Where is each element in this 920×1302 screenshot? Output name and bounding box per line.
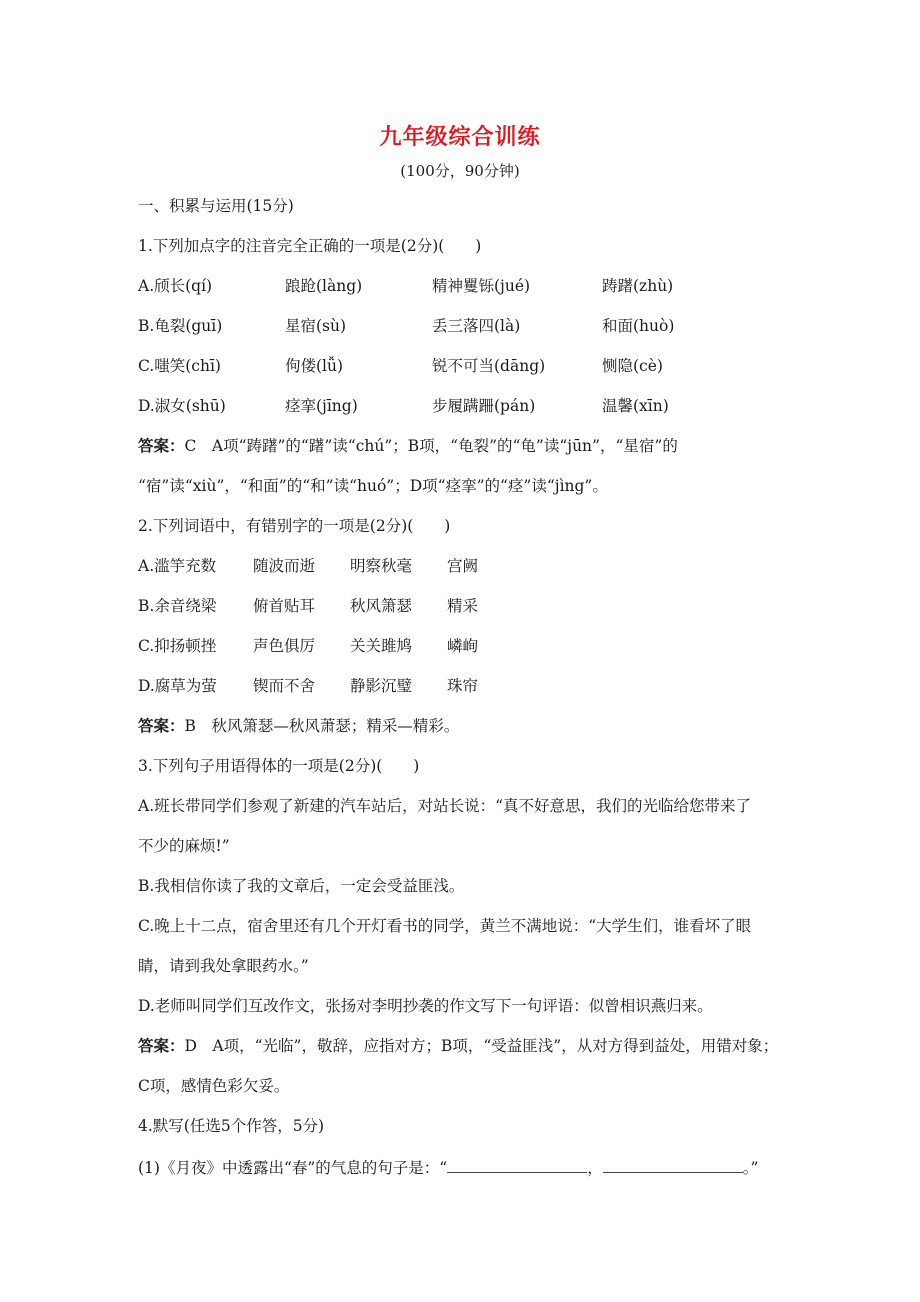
option-cell: 佝偻(lǚ) [285,357,344,375]
option-cell: 宫阙 [447,557,479,575]
option-cell: A.颀长(qí) [138,277,213,295]
option-cell: 珠帘 [447,677,479,695]
option-cell: 锐不可当(dāng) [432,357,546,375]
q2-option-row-c [138,635,638,657]
q2-option-row-b [138,595,638,617]
option-cell: 嶙峋 [447,637,479,655]
q4-fill-blank-1 [138,1157,758,1179]
option-cell: A.滥竽充数 [138,557,217,575]
option-cell: 关关雎鸠 [350,637,413,655]
answer-blank[interactable] [447,1158,587,1173]
q1-answer [138,435,678,457]
answer-label: 答案： [138,1036,185,1055]
option-cell: 声色俱厉 [253,637,316,655]
option-cell: 温馨(xīn) [602,397,669,415]
q1-option-row-b [138,315,838,337]
q3-option-a: A.班长带同学们参观了新建的汽车站后，对站长说：“真不好意思，我们的光临给您带来了 [138,797,752,815]
option-cell: 锲而不舍 [253,677,316,695]
option-cell: 星宿(sù) [285,317,347,335]
question-2-stem: 2.下列词语中，有错别字的一项是(2分)( ) [138,517,451,535]
q1-answer-continued: “宿”读“xiù”，“和面”的“和”读“huó”；D项“痉挛”的“痉”读“jìng”。 [138,477,608,495]
answer-text: B 秋风箫瑟—秋风萧瑟；精采—精彩。 [184,717,460,735]
option-cell: 踉跄(làng) [285,277,363,295]
q3-option-c: C.晚上十二点，宿舍里还有几个开灯看书的同学，黄兰不满地说：“大学生们，谁看坏了眼 [138,917,752,935]
question-3-stem: 3.下列句子用语得体的一项是(2分)( ) [138,757,420,775]
q3-option-a-continued: 不少的麻烦!” [138,837,230,855]
q2-option-row-a [138,555,638,577]
option-cell: D.淑女(shū) [138,397,226,415]
answer-text: D A项，“光临”，敬辞，应指对方；B项，“受益匪浅”，从对方得到益处，用错对象； [184,1037,779,1055]
option-cell: 步履蹒跚(pán) [432,397,536,415]
closing-text: 。” [742,1159,759,1177]
option-cell: 丢三落四(là) [432,317,521,335]
page-title: 九年级综合训练 [379,124,541,150]
option-cell: 静影沉璧 [350,677,413,695]
option-cell: 随波而逝 [253,557,316,575]
option-cell: 俯首贴耳 [253,597,316,615]
q1-option-row-c [138,355,838,377]
q2-option-row-d [138,675,638,697]
q3-answer [138,1035,778,1057]
answer-text: C A项“踌躇”的“躇”读“chú”；B项，“龟裂”的“龟”读“jūn”，“星宿”的 [184,437,678,455]
q2-answer [138,715,459,737]
option-cell: C.抑扬顿挫 [138,637,217,655]
section-heading: 一、积累与运用(15分) [138,197,294,215]
option-cell: 明察秋毫 [350,557,413,575]
prompt-text: (1)《月夜》中透露出“春”的气息的句子是：“ [138,1159,448,1177]
option-cell: D.腐草为萤 [138,677,217,695]
option-cell: 精神矍铄(jué) [432,277,531,295]
option-cell: 秋风箫瑟 [350,597,413,615]
q3-option-d: D.老师叫同学们互改作文，张扬对李明抄袭的作文写下一句评语：似曾相识燕归来。 [138,997,713,1015]
answer-blank[interactable] [603,1158,743,1173]
answer-label: 答案： [138,716,185,735]
q1-option-row-d [138,395,838,417]
separator: ， [587,1159,603,1177]
page-subtitle: (100分，90分钟) [400,162,520,180]
question-4-stem: 4.默写(任选5个作答，5分) [138,1117,325,1135]
q3-answer-continued: C项，感情色彩欠妥。 [138,1077,290,1095]
option-cell: B.龟裂(guī) [138,317,223,335]
answer-label: 答案： [138,436,185,455]
option-cell: 踌躇(zhù) [602,277,674,295]
q1-option-row-a [138,275,838,297]
option-cell: 恻隐(cè) [602,357,663,375]
q3-option-c-continued: 睛，请到我处拿眼药水。” [138,957,309,975]
option-cell: B.余音绕梁 [138,597,217,615]
question-1-stem: 1.下列加点字的注音完全正确的一项是(2分)( ) [138,237,482,255]
option-cell: 精采 [447,597,479,615]
option-cell: C.嗤笑(chī) [138,357,221,375]
q3-option-b: B.我相信你读了我的文章后，一定会受益匪浅。 [138,877,465,895]
option-cell: 痉挛(jīng) [285,397,358,415]
option-cell: 和面(huò) [602,317,675,335]
